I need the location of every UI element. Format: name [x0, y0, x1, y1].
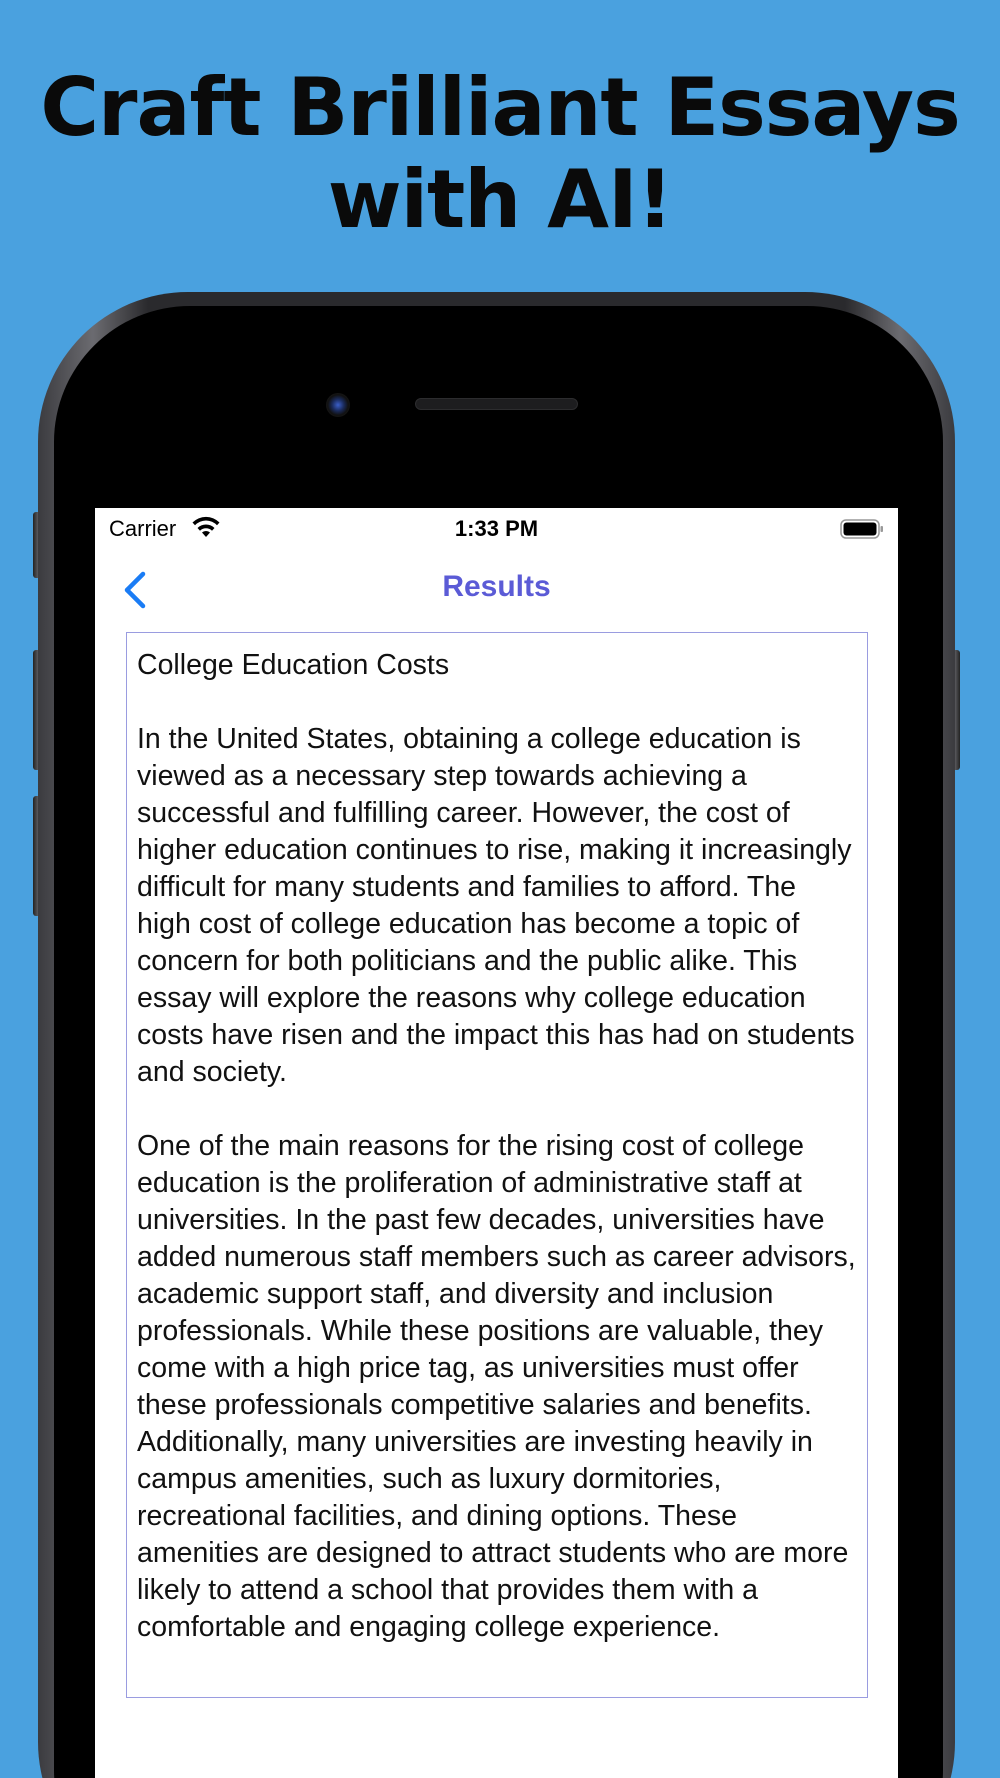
- camera-icon: [326, 393, 350, 417]
- carrier-label: Carrier: [109, 516, 177, 541]
- essay-paragraph: In the United States, obtaining a college education is viewed as a necessary step towards achieving a successful and fulfilling career. However, the cost of higher education continues to rise, making it increasingly difficult for many students and families to afford. The high cost of college education has become a topic of concern for both politicians and the public alike. This essay will explore the reasons why college education costs have risen and the impact this has had on students and society.: [137, 723, 855, 1088]
- battery-full-icon: [840, 519, 884, 539]
- page-title: Results: [442, 570, 551, 603]
- headline: Craft Brilliant Essays with AI!: [40, 61, 960, 246]
- navigation-bar: [95, 548, 898, 632]
- speaker-grille: [415, 398, 578, 410]
- status-time: 1:33 PM: [454, 516, 539, 541]
- essay-text-view[interactable]: [126, 632, 868, 1698]
- status-bar: [95, 508, 898, 548]
- essay-paragraph: One of the main reasons for the rising cost of college education is the proliferation of administrative staff at universities. In the past few decades, universities have added numerous staff members such as career advisors, academic support staff, and diversity and inclusion professionals. While these positions are valuable, they come with a high price tag, as universities must offer these professionals competitive salaries and benefits. Additionally, many universities are investing heavily in campus amenities, such as luxury dormitories, recreational facilities, and dining options. These amenities are designed to attract students who are more likely to attend a school that provides them with a comfortable and engaging college experience.: [137, 1130, 856, 1643]
- essay-title: College Education Costs: [137, 649, 450, 681]
- phone-screen: [95, 508, 898, 1778]
